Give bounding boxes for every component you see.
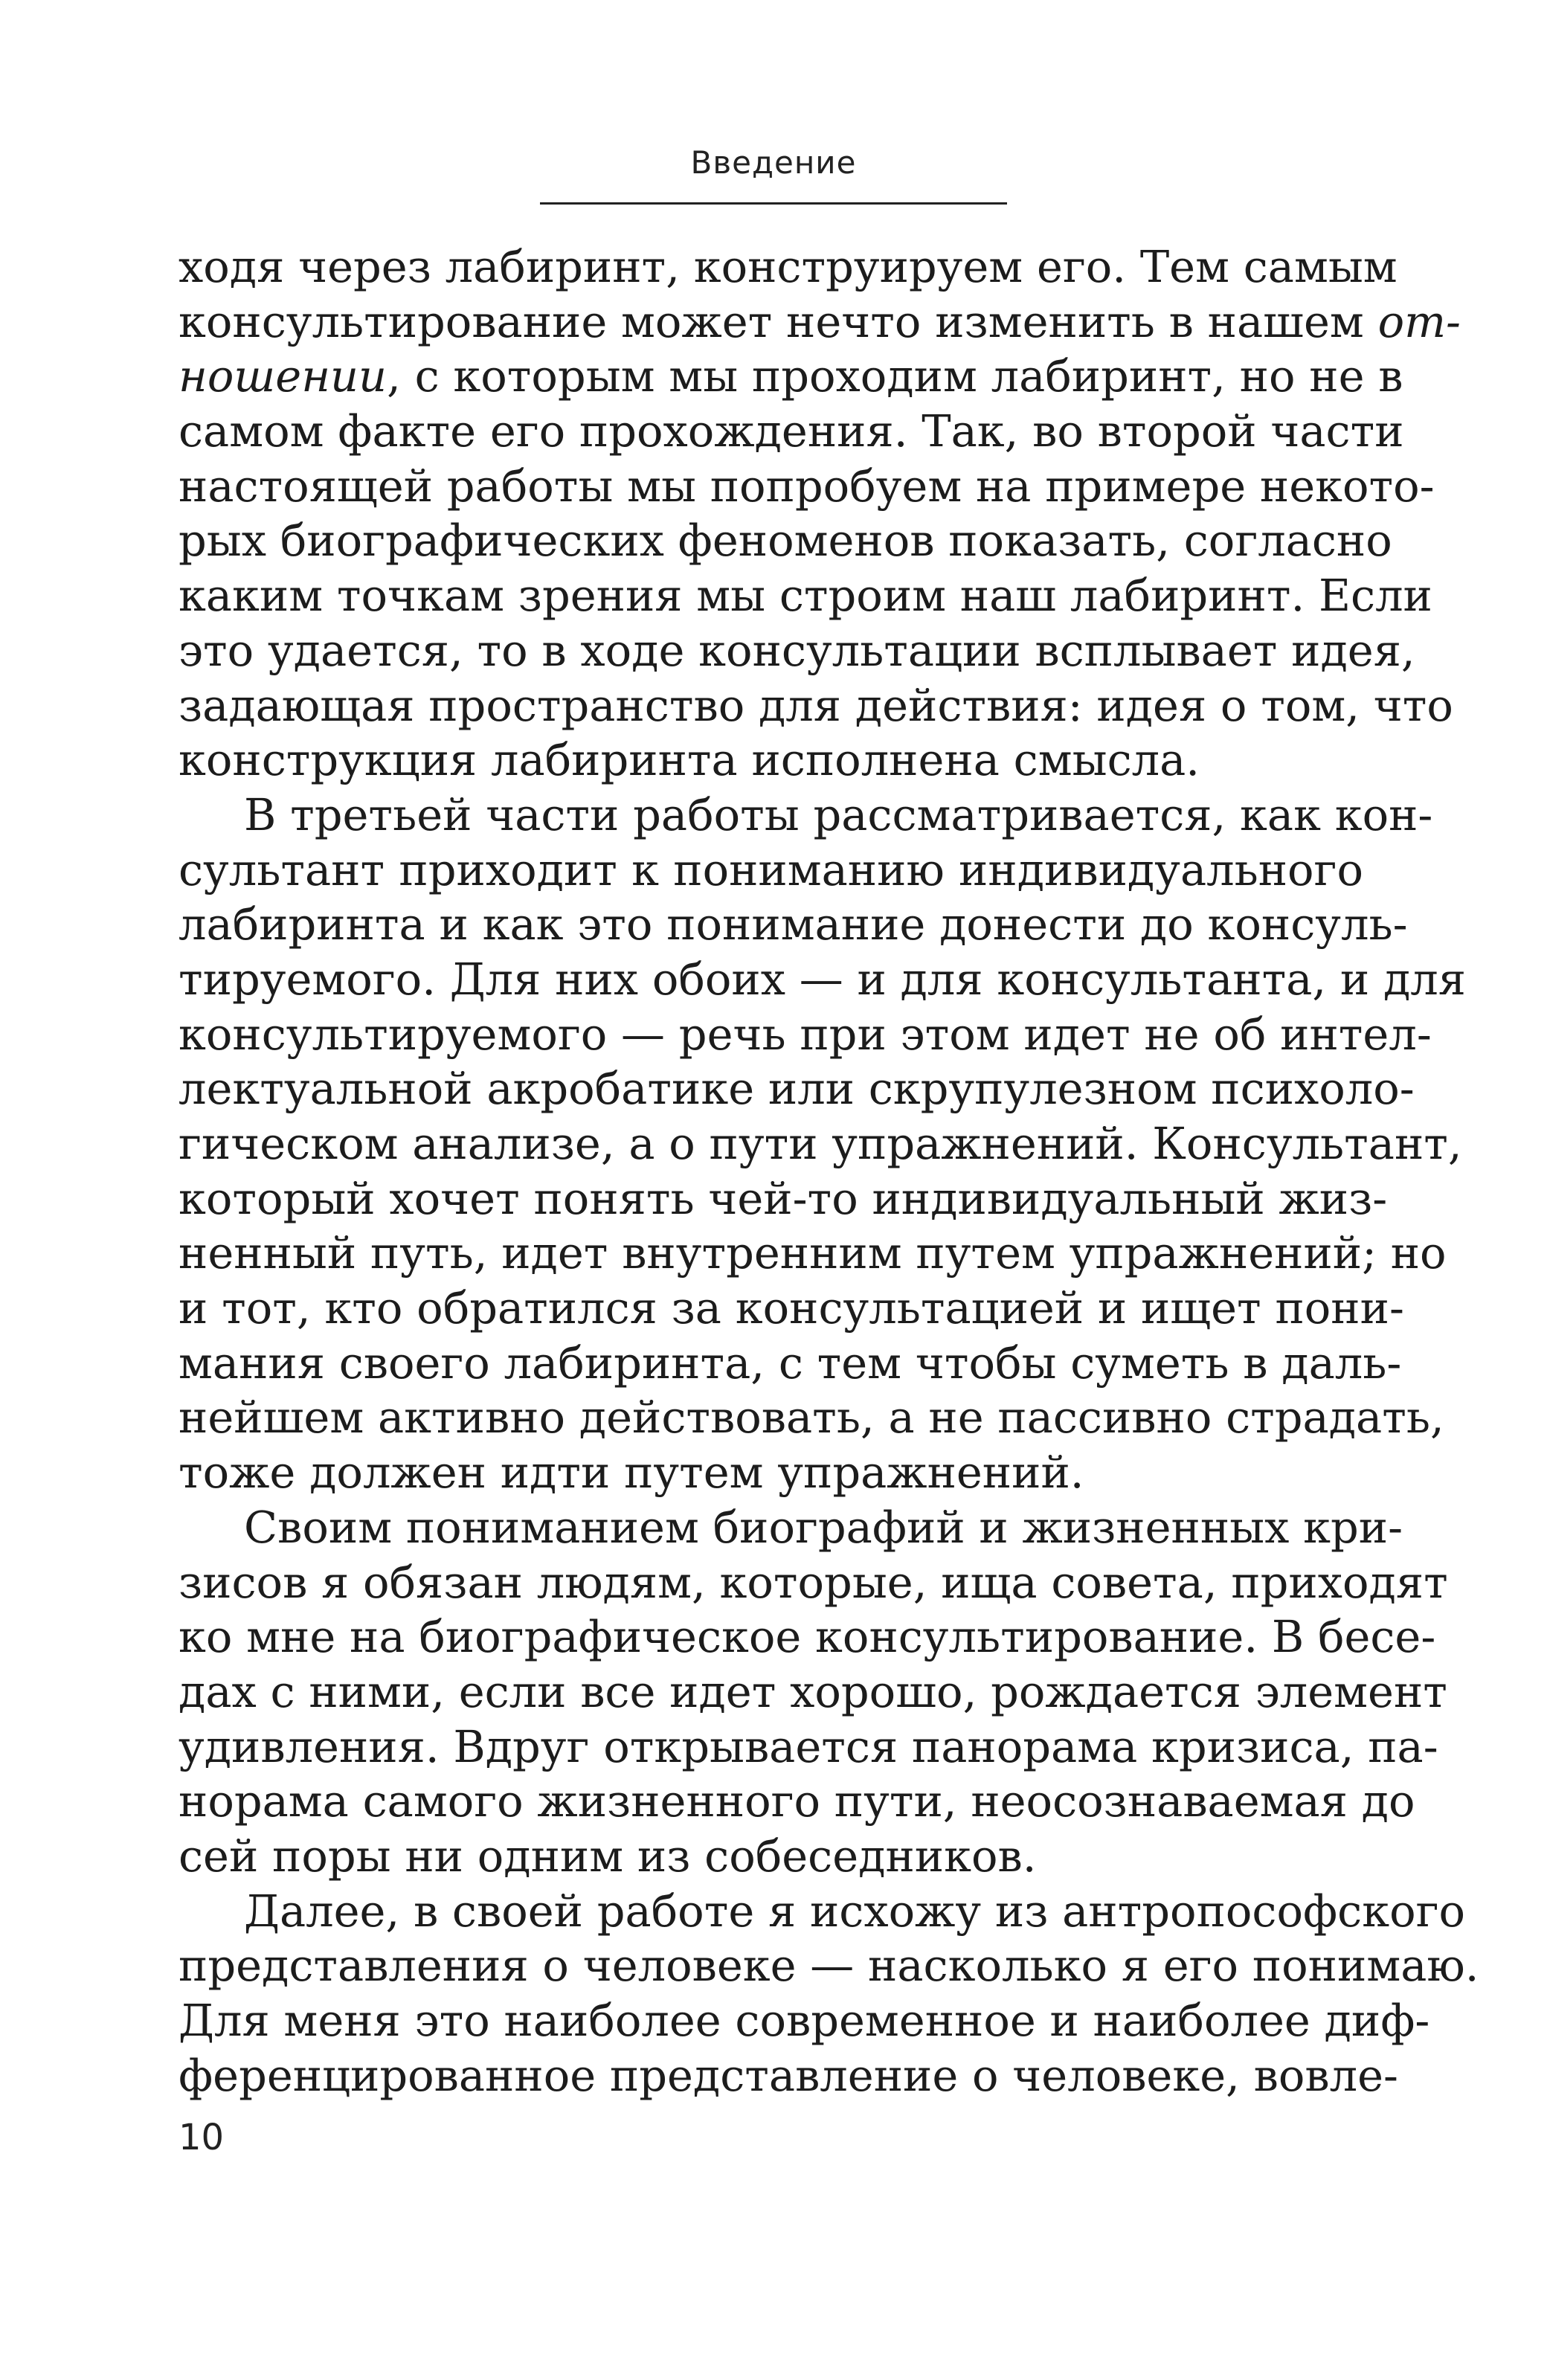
text-segment: консультируемого — речь при этом идет не об интел- (178, 1008, 1432, 1060)
text-segment: зисов я обязан людям, которые, ища совета, приходят (178, 1556, 1448, 1608)
text-line (178, 1336, 1402, 1391)
text-segment: который хочет понять чей-то индивидуальный жиз- (178, 1172, 1388, 1224)
text-segment: это удается, то в ходе консультации всплывает идея, (178, 624, 1415, 676)
text-segment: Для меня это наиболее современное и наиболее диф- (178, 1995, 1430, 2046)
text-line (178, 1007, 1432, 1062)
text-line (178, 459, 1435, 514)
text-line (178, 513, 1392, 568)
text-line (178, 239, 1398, 295)
text-line (178, 1774, 1415, 1829)
text-line (178, 1884, 1466, 1939)
text-line (178, 1171, 1388, 1226)
text-line (178, 1938, 1479, 1993)
text-segment: ненный путь, идет внутренним путем упражнений; но (178, 1227, 1447, 1279)
running-head: Введение (690, 144, 857, 181)
text-line (178, 1993, 1430, 2048)
text-segment: нейшем активно действовать, а не пассивно страдать, (178, 1392, 1444, 1444)
text-line (178, 1500, 1403, 1555)
text-segment: тоже должен идти путем упражнений. (178, 1447, 1084, 1499)
text-segment: ко мне на биографическое консультирование. В бесе- (178, 1611, 1436, 1663)
text-segment: Далее, в своей работе я исхожу из антропософского (244, 1885, 1466, 1937)
text-line (178, 568, 1432, 623)
text-segment: сультант приходит к пониманию индивидуального (178, 843, 1363, 895)
text-line (178, 1555, 1448, 1610)
text-segment: настоящей работы мы попробуем на примере некото- (178, 460, 1435, 512)
body-text (178, 239, 1479, 2103)
text-segment: лабиринта и как это понимание донести до консуль- (178, 898, 1408, 951)
text-line (178, 1609, 1436, 1665)
text-segment: лектуальной акробатике или скрупулезном психоло- (178, 1063, 1415, 1115)
text-segment: консультирование может нечто изменить в нашем (178, 295, 1378, 347)
text-segment: ходя через лабиринт, конструируем его. Тем самым (178, 241, 1398, 292)
italic-text: от- (1377, 295, 1461, 347)
text-segment: самом факте его прохождения. Так, во второй части (178, 405, 1404, 457)
text-line (178, 1116, 1462, 1171)
text-line (178, 349, 1403, 404)
text-line (178, 843, 1363, 898)
text-segment: тируемого. Для них обоих — и для консультанта, и для (178, 953, 1466, 1005)
text-segment: норама самого жизненного пути, неосознаваемая до (178, 1775, 1415, 1827)
text-segment: ференцированное представление о человеке, вовле- (178, 2049, 1398, 2101)
text-segment: рых биографических феноменов показать, согласно (178, 515, 1392, 567)
text-segment: каким точкам зрения мы строим наш лабиринт. Если (178, 570, 1432, 622)
text-segment: задающая пространство для действия: идея о том, что (178, 679, 1453, 731)
text-line (178, 2048, 1398, 2103)
text-line (178, 295, 1461, 350)
text-line (178, 1720, 1438, 1775)
italic-text: ношении (178, 350, 387, 402)
page-number: 10 (178, 2117, 225, 2158)
text-line (178, 1390, 1444, 1445)
text-line (178, 404, 1404, 459)
text-line (178, 897, 1408, 952)
text-segment: конструкция лабиринта исполнена смысла. (178, 734, 1200, 786)
text-line (178, 788, 1433, 843)
header-rule (540, 202, 1007, 205)
text-line (178, 678, 1453, 733)
text-segment: гическом анализе, а о пути упражнений. Консультант, (178, 1118, 1462, 1169)
text-segment: удивления. Вдруг открывается панорама кризиса, па- (178, 1720, 1438, 1772)
text-segment: сей поры ни одним из собеседников. (178, 1830, 1037, 1882)
text-line (178, 952, 1466, 1007)
text-line (178, 1665, 1447, 1720)
text-line (178, 1061, 1415, 1116)
text-segment: Своим пониманием биографий и жизненных кри- (244, 1501, 1403, 1553)
text-segment: представления о человеке — насколько я его понимаю. (178, 1940, 1479, 1992)
text-line (178, 623, 1415, 678)
text-line (178, 1281, 1404, 1336)
text-line (178, 1226, 1447, 1281)
text-line (178, 1445, 1363, 1500)
text-segment: В третьей части работы рассматривается, как кон- (244, 788, 1433, 840)
text-segment: и тот, кто обратился за консультацией и ищет пони- (178, 1282, 1404, 1334)
text-segment: дах с ними, если все идет хорошо, рождается элемент (178, 1665, 1447, 1717)
text-segment: , с которым мы проходим лабиринт, но не в (387, 350, 1403, 402)
text-segment: мания своего лабиринта, с тем чтобы суметь в даль- (178, 1337, 1402, 1389)
text-line (178, 733, 1363, 788)
text-line (178, 1829, 1363, 1884)
